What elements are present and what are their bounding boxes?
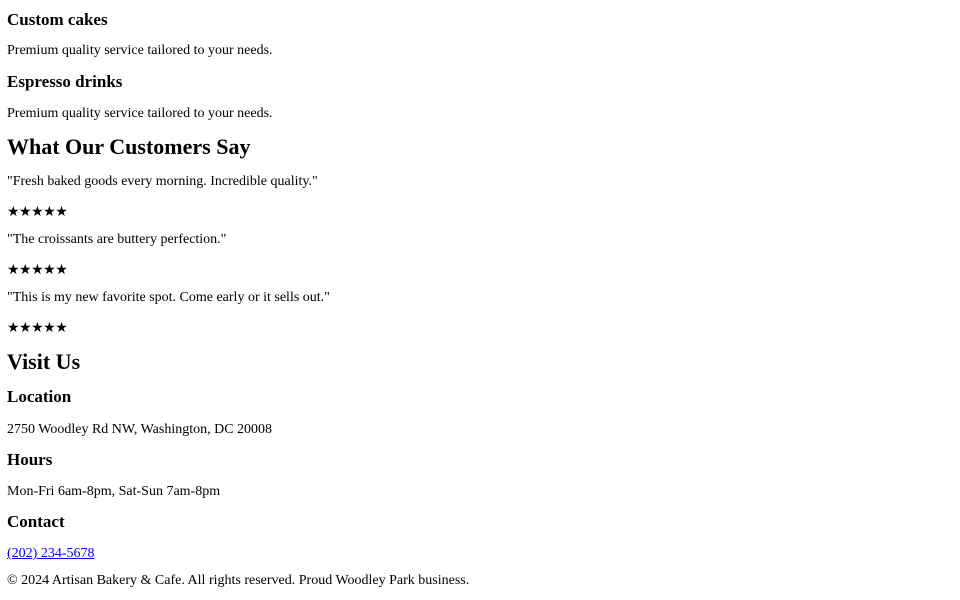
location-address: 2750 Woodley Rd NW, Washington, DC 20008 bbox=[7, 422, 273, 437]
service-title-custom-cakes: Custom cakes bbox=[7, 10, 108, 29]
hours-label: Hours bbox=[7, 450, 53, 469]
contact-line bbox=[7, 545, 95, 562]
star-rating-icon: ★★★★★ bbox=[7, 320, 68, 336]
service-title-espresso-drinks: Espresso drinks bbox=[7, 72, 123, 91]
service-description-custom-cakes: Premium quality service tailored to your needs. bbox=[7, 43, 273, 58]
star-rating-icon: ★★★★★ bbox=[7, 262, 68, 278]
service-description-espresso-drinks: Premium quality service tailored to your needs. bbox=[7, 106, 273, 121]
phone-link[interactable]: (202) 234-5678 bbox=[7, 546, 95, 561]
hours-value: Mon-Fri 6am-8pm, Sat-Sun 7am-8pm bbox=[7, 484, 221, 499]
contact-label: Contact bbox=[7, 512, 65, 531]
visit-heading: Visit Us bbox=[7, 349, 81, 374]
testimonial-quote: "Fresh baked goods every morning. Incredible quality." bbox=[7, 174, 318, 189]
star-rating-icon: ★★★★★ bbox=[7, 204, 68, 220]
testimonial-quote: "The croissants are buttery perfection." bbox=[7, 232, 227, 247]
testimonial-quote: "This is my new favorite spot. Come early or it sells out." bbox=[7, 290, 330, 305]
footer-copyright: © 2024 Artisan Bakery & Cafe. All rights reserved. Proud Woodley Park business. bbox=[7, 573, 470, 588]
location-label: Location bbox=[7, 387, 72, 406]
testimonials-heading: What Our Customers Say bbox=[7, 134, 251, 159]
